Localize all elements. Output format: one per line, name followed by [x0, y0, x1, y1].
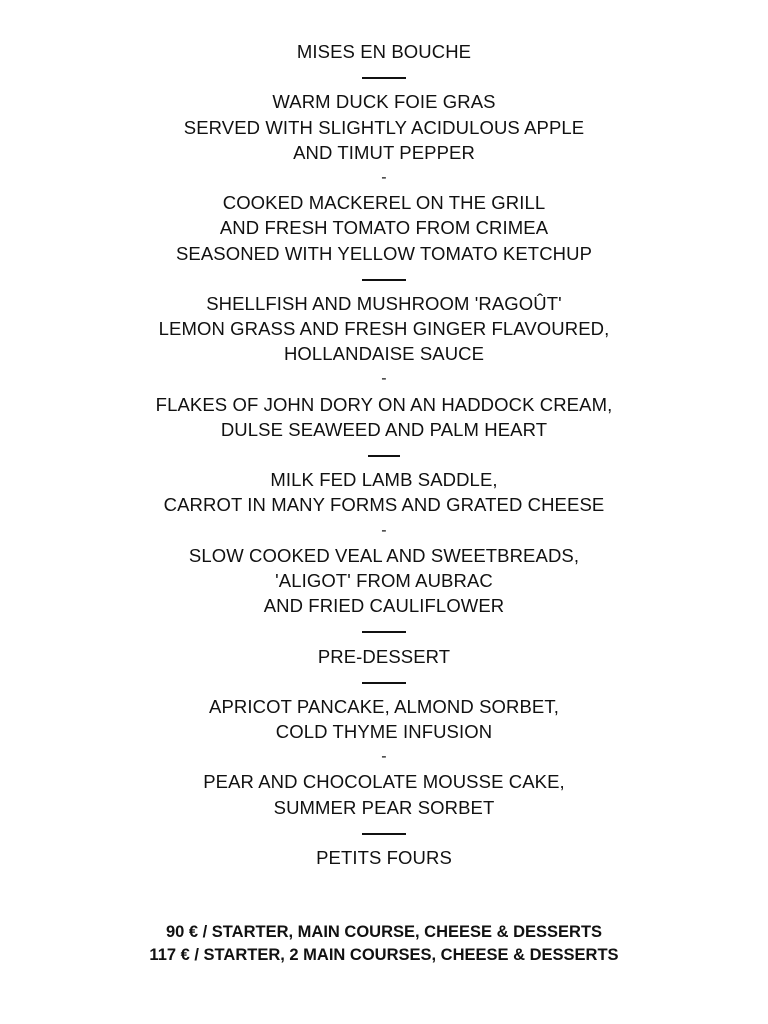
- menu-line: MISES EN BOUCHE: [296, 41, 472, 62]
- menu-line: 'ALIGOT' FROM AUBRAC: [275, 569, 493, 591]
- menu-line: COOKED MACKEREL ON THE GRILL: [222, 192, 546, 214]
- divider-rule: [368, 455, 400, 457]
- menu-line: APRICOT PANCAKE, ALMOND SORBET,: [209, 695, 559, 717]
- menu-line: AND FRESH TOMATO FROM CRIMEA: [219, 217, 549, 239]
- menu-line: MILK FED LAMB SADDLE,: [270, 469, 498, 491]
- price-option-2: 117 € / STARTER, 2 MAIN COURSES, CHEESE & DESSERTS: [149, 945, 619, 964]
- dish-separator: -: [381, 370, 387, 388]
- menu-line: SLOW COOKED VEAL AND SWEETBREADS,: [188, 544, 580, 566]
- dish-separator: -: [381, 748, 387, 766]
- section-divider: [0, 669, 768, 694]
- section-divider: [0, 442, 768, 467]
- menu-line: PEAR AND CHOCOLATE MOUSSE CAKE,: [203, 771, 565, 793]
- divider-rule: [362, 77, 406, 79]
- price-option-1: 90 € / STARTER, MAIN COURSE, CHEESE & DESSERTS: [165, 923, 603, 941]
- menu-line: AND TIMUT PEPPER: [293, 141, 475, 163]
- divider-rule: [362, 682, 406, 684]
- menu-line: DULSE SEAWEED AND PALM HEART: [220, 418, 548, 440]
- divider-rule: [362, 631, 406, 633]
- price-block: [0, 921, 768, 966]
- section-divider: [0, 618, 768, 643]
- menu-list: [0, 39, 768, 870]
- section-divider: [0, 64, 768, 89]
- divider-rule: [362, 279, 406, 281]
- menu-line: PRE-DESSERT: [317, 645, 451, 667]
- divider-rule: [362, 833, 406, 835]
- menu-line: WARM DUCK FOIE GRAS: [272, 91, 496, 113]
- dish-separator: -: [381, 521, 387, 539]
- menu-line: CARROT IN MANY FORMS AND GRATED CHEESE: [163, 494, 605, 516]
- menu-line: SERVED WITH SLIGHTLY ACIDULOUS APPLE: [183, 116, 585, 138]
- menu-line: SUMMER PEAR SORBET: [273, 796, 495, 818]
- section-divider: [0, 266, 768, 291]
- menu-line: AND FRIED CAULIFLOWER: [263, 595, 505, 617]
- menu-line: SEASONED WITH YELLOW TOMATO KETCHUP: [175, 242, 593, 264]
- menu-line: SHELLFISH AND MUSHROOM 'RAGOÛT': [206, 292, 562, 314]
- menu-line: HOLLANDAISE SAUCE: [283, 343, 485, 365]
- menu-line: PETITS FOURS: [316, 847, 452, 868]
- section-divider: [0, 820, 768, 845]
- menu-line: COLD THYME INFUSION: [275, 721, 493, 743]
- menu-line: FLAKES OF JOHN DORY ON AN HADDOCK CREAM,: [155, 393, 613, 415]
- menu-line: LEMON GRASS AND FRESH GINGER FLAVOURED,: [158, 318, 610, 340]
- dish-separator: -: [381, 168, 387, 186]
